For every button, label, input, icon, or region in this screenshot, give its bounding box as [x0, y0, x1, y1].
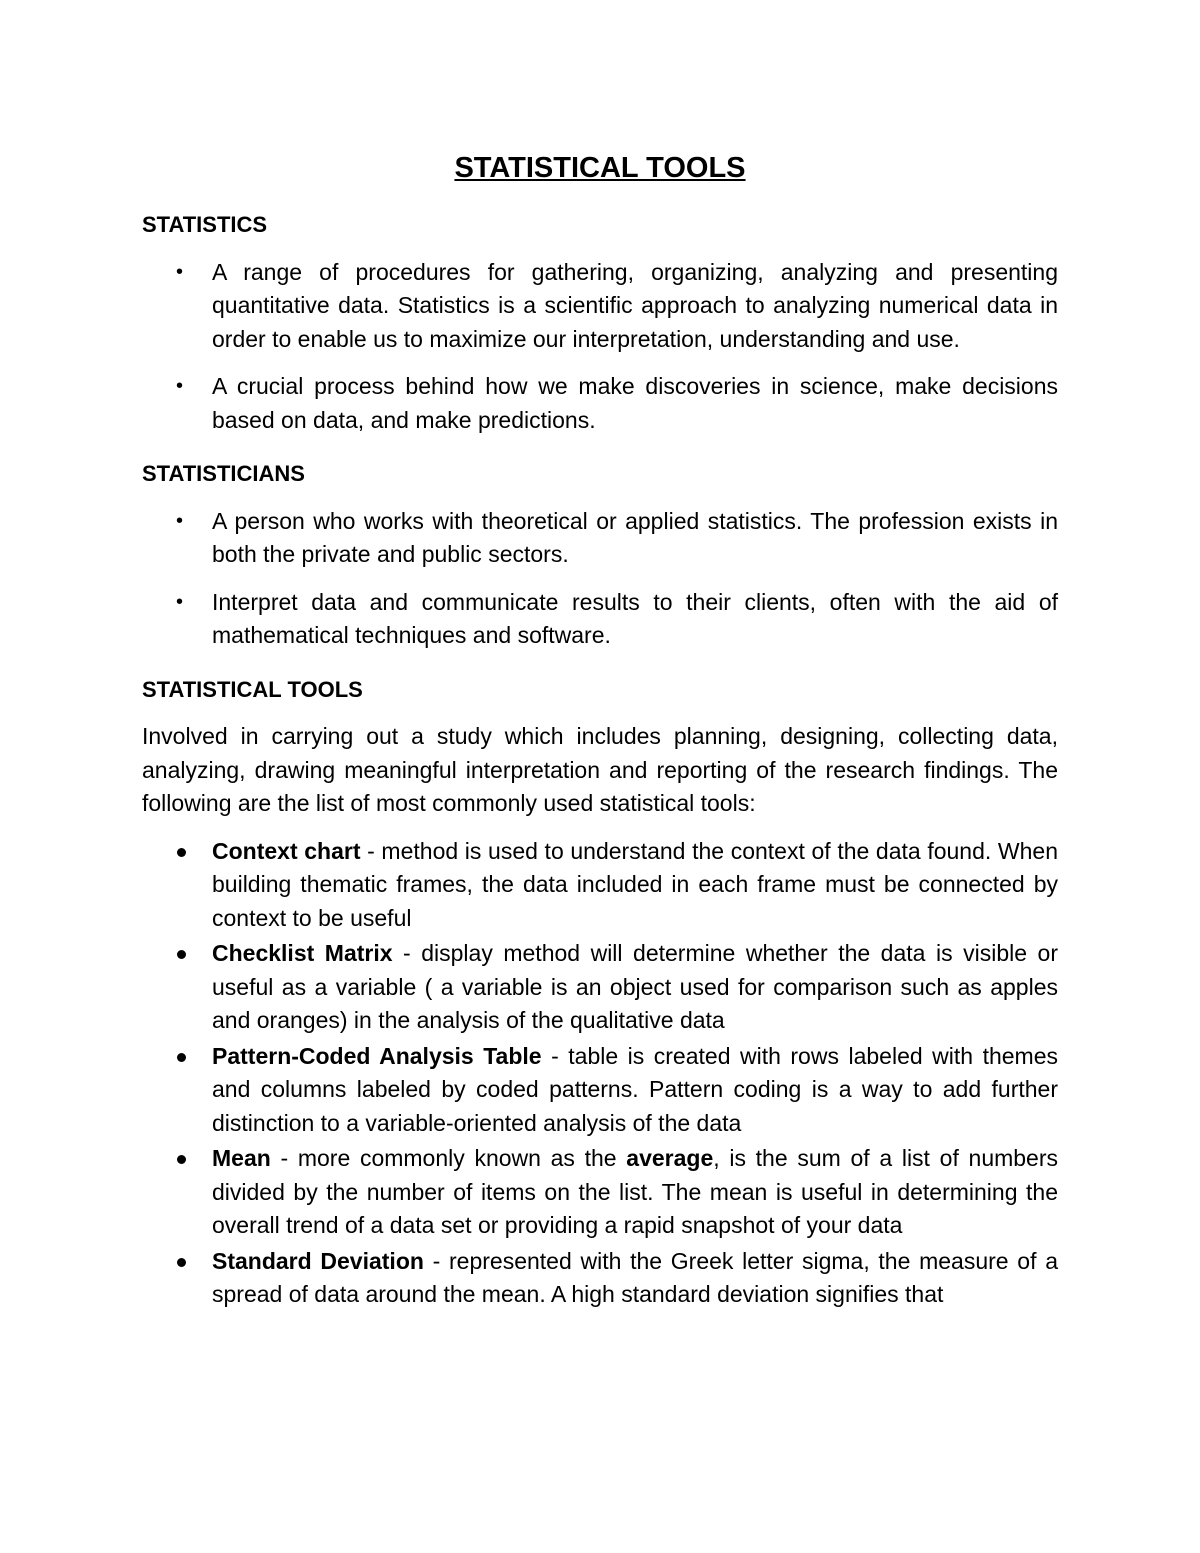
list-item: [142, 1040, 1058, 1141]
bullet-icon: [177, 848, 186, 857]
list-item: [142, 1142, 1058, 1243]
bullet-icon: •: [176, 260, 184, 283]
tool-description: , is the sum of a list of numbers divided by the number of items on the list. The mean is useful in determining the overall trend of a data set or providing a rapid snapshot of your data: [212, 1145, 1059, 1238]
list-item: [142, 835, 1058, 936]
intro-paragraph: Involved in carrying out a study which includes planning, designing, collecting data, analyzing, drawing meaningful interpretation and reporting of the research findings. The following are the list of most commonly used statistical tools:: [142, 723, 1058, 816]
section-heading: STATISTICS: [142, 212, 268, 237]
list-item: [142, 1245, 1058, 1312]
tool-term: Pattern-Coded Analysis Table: [212, 1042, 542, 1069]
tool-description: - display method will determine whether the data is visible or useful as a variable ( a variable is an object used for comparison such as apples and oranges) in the analysis of the qualitative data: [212, 940, 1058, 1033]
section-statistics: [142, 208, 1058, 437]
bullet-list: [142, 505, 1058, 653]
document-title: STATISTICAL TOOLS: [454, 152, 746, 184]
document-page: [142, 140, 1058, 1314]
bullet-icon: [177, 950, 186, 959]
list-item: [142, 256, 1058, 357]
tool-description: - table is created with rows labeled with themes and columns labeled by coded patterns. Pattern coding is a way to add further distinction to a variable-oriented analysis of the data: [212, 1042, 1058, 1136]
list-item-text: A crucial process behind how we make discoveries in science, make decisions based on data, and make predictions.: [212, 373, 1058, 433]
section-statisticians: [142, 457, 1058, 653]
section-heading: STATISTICAL TOOLS: [142, 676, 363, 702]
list-item-text: Interpret data and communicate results to their clients, often with the aid of mathematical techniques and software.: [212, 588, 1058, 648]
bullet-icon: •: [176, 375, 184, 397]
list-item: [142, 505, 1058, 572]
emphasis-text: average: [626, 1145, 714, 1171]
tool-term: Standard Deviation: [212, 1247, 424, 1274]
tool-description: - method is used to understand the context of the data found. When building thematic frames, the data included in each frame must be connected by context to be useful: [212, 837, 1058, 931]
section-heading: STATISTICIANS: [142, 461, 305, 486]
tool-description: - represented with the Greek letter sigma, the measure of a spread of data around the mean. A high standard deviation signifies that: [212, 1247, 1058, 1307]
section-statistical-tools: [142, 673, 1058, 1312]
tool-term: Context chart: [212, 837, 361, 864]
bullet-icon: •: [176, 509, 184, 532]
list-item-text: A person who works with theoretical or applied statistics. The profession exists in both the private and public sectors.: [212, 507, 1058, 567]
bullet-icon: [177, 1155, 186, 1164]
list-item: [142, 937, 1058, 1038]
tool-term: Checklist Matrix: [212, 940, 393, 966]
tool-term: Mean: [212, 1145, 271, 1171]
tool-list: [142, 835, 1058, 1312]
list-item-text: A range of procedures for gathering, organizing, analyzing and presenting quantitative data. Statistics is a scientific approach to analyzing numerical data in order to enable us to maximize our interpretation, understanding and use.: [212, 258, 1058, 352]
bullet-list: [142, 256, 1058, 438]
list-item: [142, 370, 1058, 437]
tool-description: - more commonly known as the: [270, 1145, 627, 1171]
bullet-icon: •: [176, 590, 184, 613]
bullet-icon: [177, 1258, 186, 1267]
bullet-icon: [177, 1053, 186, 1062]
list-item: [142, 586, 1058, 653]
